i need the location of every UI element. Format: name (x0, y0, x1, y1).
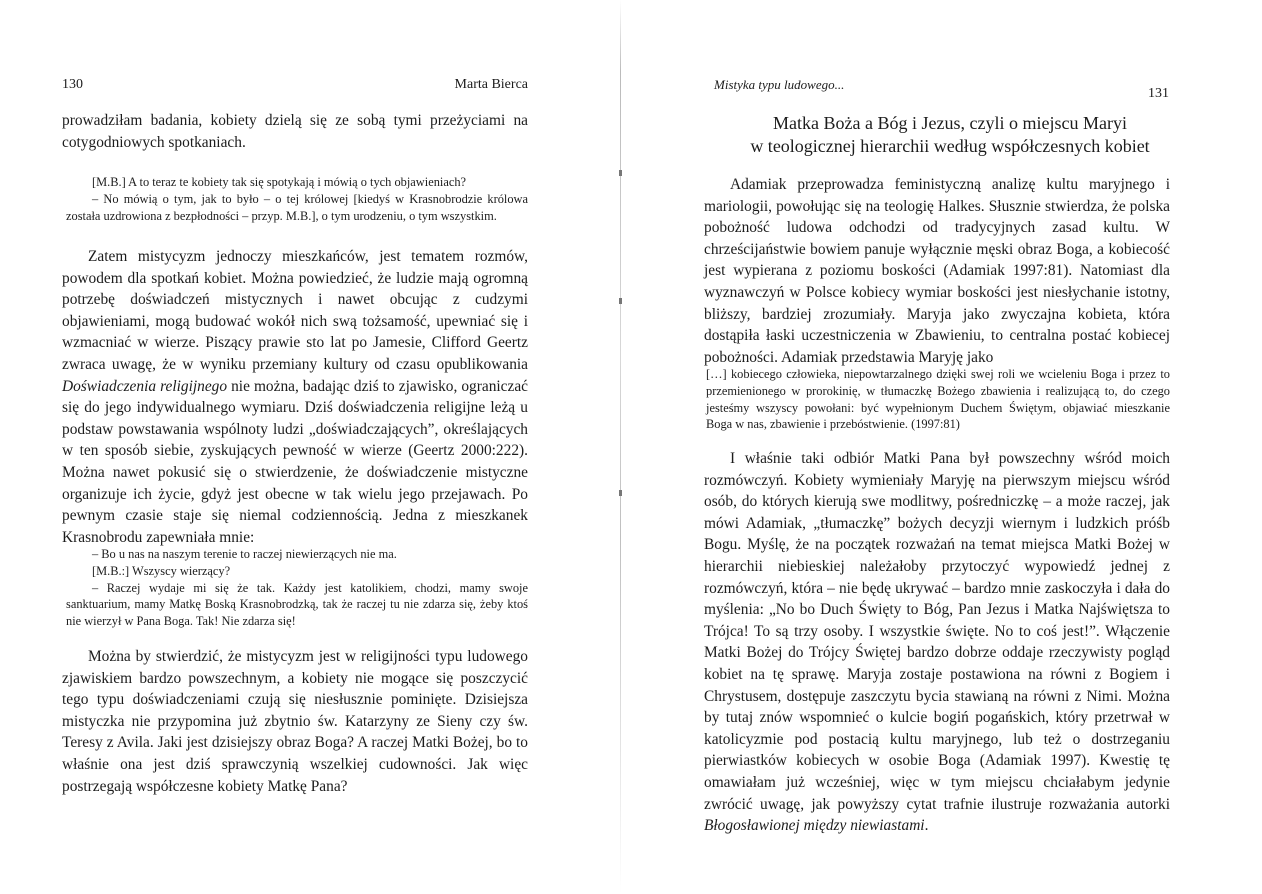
block-quote: […] kobiecego człowieka, niepowtarzalnego dzięki swej roli we wcieleniu Boga i przez to przemienionego w prorokinię, w tłumaczkę Bożego zbawienia i realizującą to, do czego jesteśmy wszyscy powołani: być wypełnionym Duchem Świętym, objawiać mieszkanie Boga w nas, zbawienie i przebóstwienie. (1997:81) (706, 367, 1170, 432)
quote-line: [M.B.:] Wszyscy wierzący? (92, 563, 231, 578)
quote-line: – No mówią o tym, jak to było – o tej królowej [kiedyś w Krasnobrodzie królowa została uzdrowiona z bezpłodności – przyp. M.B.], o tym urodzeniu, o tym wszystkim. (66, 191, 528, 223)
book-title: Błogosławionej między niewiastami (704, 817, 925, 835)
quote-line: [M.B.] A to teraz te kobiety tak się spotykają i mówią o tych objawieniach? (92, 175, 467, 189)
paragraph-text: . (924, 817, 929, 835)
paragraph-text: Zatem mistycyzm jednoczy mieszkańców, jest tematem rozmów, powodem dla spotkań kobiet. Można powiedzieć, że ludzie mają ogromną potrzebę doświadczeń mistycznych i nawet obcując z cudzymi objawieniami, mogą budować wokół nich swą tożsamość, upewniać się i wzmacniać w wierze. Piszący prawie sto lat po Jamesie, Clifford Geertz zwraca uwagę, że w wyniku przemiany kultury od czasu opublikowania (62, 248, 528, 373)
left-page (0, 0, 610, 894)
paragraph-text: nie można, badając dziś to zjawisko, ograniczać się do jego indywidualnego wymiaru. Dziś doświadczenia religijne leżą u podstaw powstawania wspólnoty ludzi „doświadczających”, określających w ten sposób siebie, zyskujących pewność w wierze (Geertz 2000:222). Można nawet pokusić się o stwierdzenie, że doświadczenie mistyczne organizuje ich życie, gdyż jest obecne w tak wielu jego przejawach. Po pewnym czasie staje się niemal codziennością. Jedna z mieszkanek Krasnobrodu zapewniała mnie: (62, 377, 528, 546)
block-quote (66, 174, 528, 224)
book-spine (620, 0, 621, 894)
paragraph (62, 246, 528, 548)
page-number: 131 (1148, 86, 1169, 101)
paragraph: prowadziłam badania, kobiety dzielą się ze sobą tymi przeżyciami na cotygodniowych spotkaniach. (62, 112, 528, 151)
author-header: Marta Bierca (454, 77, 528, 92)
chapter-title (730, 112, 1170, 158)
scan-mark (619, 490, 622, 496)
chapter-title-line: Matka Boża a Bóg i Jezus, czyli o miejscu Maryi (773, 113, 1127, 133)
quote-line: – Raczej wydaje mi się że tak. Każdy jest katolikiem, chodzi, mamy swoje sanktuarium, mamy Matkę Boską Krasnobrodzką, tak że raczej tu nie zdarza się, żeby ktoś nie wierzył w Pana Boga. Tak! Nie zdarza się! (66, 580, 528, 629)
block-quote (66, 546, 528, 630)
scan-mark (619, 298, 622, 304)
book-title: Doświadczenia religijnego (62, 377, 228, 395)
paragraph (704, 448, 1170, 837)
scan-mark (619, 170, 622, 176)
quote-line: – Bo u nas na naszym terenie to raczej niewierzących nie ma. (92, 547, 397, 561)
paragraph: Adamiak przeprowadza feministyczną analizę kultu maryjnego i mariologii, powołując się na teologię Halkes. Słusznie stwierdza, że polska pobożność ludowa odchodzi od tradycyjnych zasad kultu. W chrześcijaństwie bowiem panuje wyłącznie męski obraz Boga, a kobiecość jest wypierana z poziomu boskości (Adamiak 1997:81). Natomiast dla wyznawczyń w Polsce kobiecy wymiar boskości jest niesłychanie istotny, bliższy, bardziej zrozumiały. Maryja jako zwyczajna kobieta, która dostąpiła łaski uczestniczenia w Zbawieniu, to centralna postać kobiecej pobożności. Adamiak przedstawia Maryję jako (704, 176, 1170, 366)
page-number: 130 (62, 77, 83, 92)
chapter-title-line: w teologicznej hierarchii według współczesnych kobiet (750, 136, 1150, 156)
paragraph-text: I właśnie taki odbiór Matki Pana był powszechny wśród moich rozmówczyń. Kobiety wymieniały Maryję na pierwszym miejscu wśród osób, do których kierują swe modlitwy, pośredniczkę – a może raczej, jak mówi Adamiak, „tłumaczkę” bożych decyzji wiernym i ludzkich próśb Bogu. Myślę, że na początek rozważań na temat miejsca Matki Bożej w hierarchii niebieskiej należałoby przytoczyć wypowiedź jednej z rozmówczyń, która – nie będę ukrywać – bardzo mnie zaskoczyła i dała do myślenia: „No bo Duch Święty to Bóg, Pan Jezus i Matka Najświętsza to Trójca! To są trzy osoby. I wszystkie święte. No to coś jest!”. Włączenie Matki Bożej do Trójcy Świętej bardzo dobrze oddaje rzeczywisty pogląd kobiet na tę sprawę. Maryja zostaje postawiona na równi z Bogiem i Chrystusem, dostępuje zaszczytu bycia stawianą na równi z Nimi. Można by tutaj znów wspomnieć o kulcie bogiń pogańskich, który przetrwał w katolicyzmie pod postacią kultu maryjnego, lub też o dostrzeganiu pierwiastków kobiecych w osobie Boga (Adamiak 1997). Kwestię tę omawiałam już wcześniej, więc w tym miejscu chciałabym jedynie zwrócić uwagę, jak powyższy cytat trafnie ilustruje rozważania autorki (704, 450, 1170, 813)
running-header: Mistyka typu ludowego... (714, 77, 845, 92)
paragraph: Można by stwierdzić, że mistycyzm jest w religijności typu ludowego zjawiskiem bardzo powszechnym, a kobiety nie mogące się poszczycić tego typu doświadczeniami czują się niesłusznie pominięte. Dzisiejsza mistyczka nie przypomina już zbytnio św. Katarzyny ze Sieny czy św. Teresy z Avila. Jaki jest dzisiejszy obraz Boga? A raczej Matki Bożej, bo to właśnie ona jest dziś sprawczynią wszelkiej cudowności. Jak więc postrzegają współczesne kobiety Matkę Pana? (62, 648, 528, 795)
